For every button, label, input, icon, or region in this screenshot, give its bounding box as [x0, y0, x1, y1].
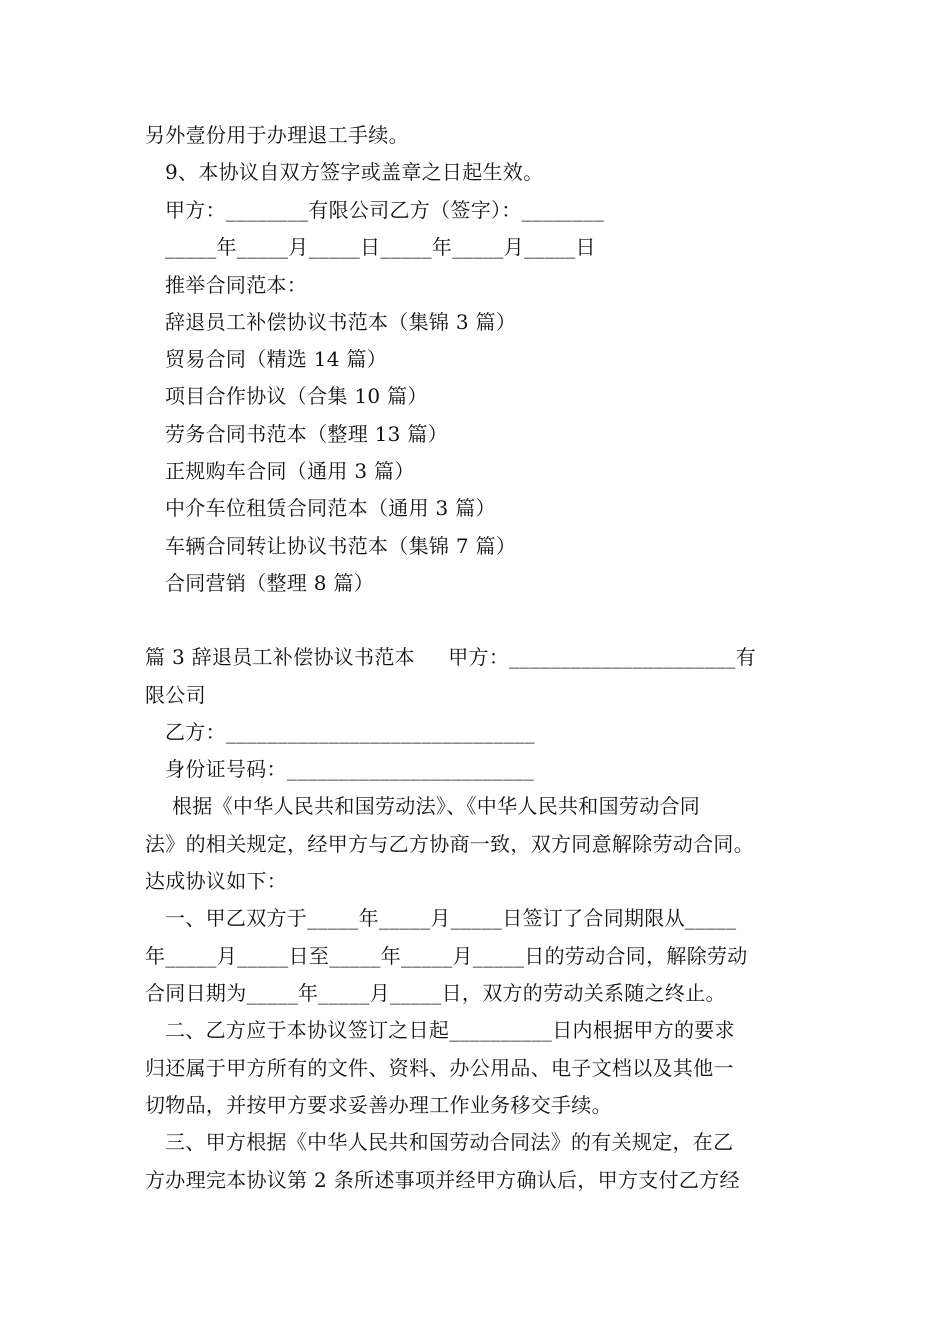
text-line: 限公司	[145, 683, 206, 707]
paragraph-line: 达成协议如下：	[145, 869, 288, 893]
recommend-link[interactable]: 项目合作协议（合集 10 篇）	[165, 384, 428, 408]
recommend-link[interactable]: 车辆合同转让协议书范本（集锦 7 篇）	[165, 534, 517, 558]
party-b-line: 乙方：______________________________	[165, 720, 535, 744]
paragraph-line: 根据《中华人民共和国劳动法》、《中华人民共和国劳动合同	[172, 794, 701, 818]
text-line: 9、本协议自双方签字或盖章之日起生效。	[165, 160, 544, 184]
clause-line: 切物品，并按甲方要求妥善办理工作业务移交手续。	[145, 1093, 612, 1117]
date-line: _____年_____月_____日_____年_____月_____日	[165, 235, 596, 259]
recommend-link[interactable]: 合同营销（整理 8 篇）	[165, 571, 375, 595]
recommend-link[interactable]: 劳务合同书范本（整理 13 篇）	[165, 422, 448, 446]
section-heading: 篇 3 辞退员工补偿协议书范本 甲方：______________________有	[145, 645, 757, 669]
clause-line: 归还属于甲方所有的文件、资料、办公用品、电子文档以及其他一	[145, 1056, 734, 1080]
recommend-link[interactable]: 正规购车合同（通用 3 篇）	[165, 459, 415, 483]
paragraph-line: 法》的相关规定，经甲方与乙方协商一致，双方同意解除劳动合同。	[145, 832, 754, 856]
clause-line: 三、甲方根据《中华人民共和国劳动合同法》的有关规定，在乙	[165, 1130, 734, 1154]
text-line: 另外壹份用于办理退工手续。	[145, 123, 409, 147]
clause-line: 合同日期为_____年_____月_____日，双方的劳动关系随之终止。	[145, 981, 726, 1005]
recommend-heading: 推举合同范本：	[165, 273, 308, 297]
signature-line: 甲方：________有限公司乙方（签字）：________	[165, 198, 604, 222]
recommend-link[interactable]: 贸易合同（精选 14 篇）	[165, 347, 388, 371]
clause-line: 一、甲乙双方于_____年_____月_____日签订了合同期限从_____	[165, 906, 737, 930]
id-number-line: 身份证号码：________________________	[165, 757, 534, 781]
recommend-link[interactable]: 中介车位租赁合同范本（通用 3 篇）	[165, 496, 496, 520]
clause-line: 年_____月_____日至_____年_____月_____日的劳动合同，解除劳动	[145, 944, 748, 968]
recommend-link[interactable]: 辞退员工补偿协议书范本（集锦 3 篇）	[165, 310, 517, 334]
clause-line: 二、乙方应于本协议签订之日起__________日内根据甲方的要求	[165, 1018, 735, 1042]
clause-line: 方办理完本协议第 2 条所述事项并经甲方确认后，甲方支付乙方经	[145, 1168, 740, 1192]
